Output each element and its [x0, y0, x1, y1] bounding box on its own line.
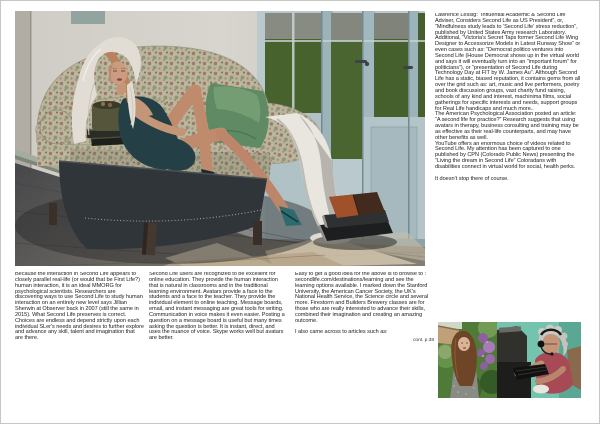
bottom-column-1 [15, 272, 144, 414]
paragraph: I also came across to articles such as: [295, 329, 388, 336]
main-scene-image [15, 11, 425, 266]
paragraph: It doesn’t stop there of course. [435, 175, 509, 182]
photo-pair [438, 322, 581, 398]
paragraph: Easy to get a good idea for the above is to browse to : secondlife.com/destinations/learning and see the learning options available. I marked down the Stanford University, the American Cancer Society, the UK's National Health Service, the Science circle and several more. Firestorm and Builders Brewery classes are for those who are really interested to advance their skills, combined their imagination and creating an amazing outcome. [295, 272, 429, 324]
paragraph: YouTube offers an enormous choice of videos related to Second Life. My attention has been captured to one published by CPN (Colorado Public News) presenting the “Living the dream in Second Life” Coloradans with disabilities connect in virtual world for social, health perks. [435, 140, 576, 170]
bottom-column-3 [295, 272, 434, 414]
paragraph: Lawrence Lessig: “Influential Academic & Second Life Adviser, Considers Second Life as US President”, or, “Mindfulness study leads to ‘Second Life’ stress reduction”, published by United States Army research Laboratory. Additional, “Victoria’s Secret Taps former Second Life Wing Designer to Accessorize Models in Latest Runway Show” or even cases such as: “Democrat politico ventures into Second Life (House Democrat shows up in the virtual world and says it will eventually turn into an “important forum” for politicians”), or “presentation of Second Life during Technology Day at FIT by W. James Au”. Although Second Life has a static, biased reputation, it contains gems from all over the grid such as: art, music and live performers, poetry and book discussion groups, vast charity fund raising, schools of any kind and interest, machinima films, social gatherings for specific interests and needs, support groups for Real Life handicaps and much more.. [435, 13, 581, 112]
paragraph: Second Life users are recognized to be excellent for online education. They provide the human interaction that is natural in classrooms and in the traditional learning environment. Avatars provide a face to the students and a face to the teacher. They provide the individual element to online teaching. Message boards, email, and instant messaging are great tools for writing. Communication in voice makes it even easier. Posting a question on a message board is useful but many times asking the question is better. It is instant, direct, and uses the nuance of voice. Skype works well but avatars are better. [149, 272, 285, 342]
user-at-computer-photo [497, 322, 581, 398]
paragraph: Because the interaction in Second Life appears to closely parallel real-life (or would that be First Life?) human interaction, it is an ideal MMORG for psychological scientists. Researchers are discovering ways to use Second Life to study human interaction on an entirely new level says Jillian Sherwin at Observer back in 2007 (still the same in 2015). What Second Life preserves is correct. Choices are endless and depend strictly upon each individual SLer's needs and desires to further explore and advance any skill, talent and imagination that are there. [15, 272, 144, 342]
right-text-column [435, 13, 582, 315]
continued-on-page-note: cont. p.38 [413, 338, 434, 344]
avatar-garden-photo [438, 322, 497, 398]
bottom-column-2 [149, 272, 287, 414]
paragraph: The American Psychological Association posted an article: “A second life for practice?” Research suggests that using avatars in therapy, business consulting and training may be as effective as their real-life counterparts, and may have other benefits as well. [435, 111, 579, 141]
